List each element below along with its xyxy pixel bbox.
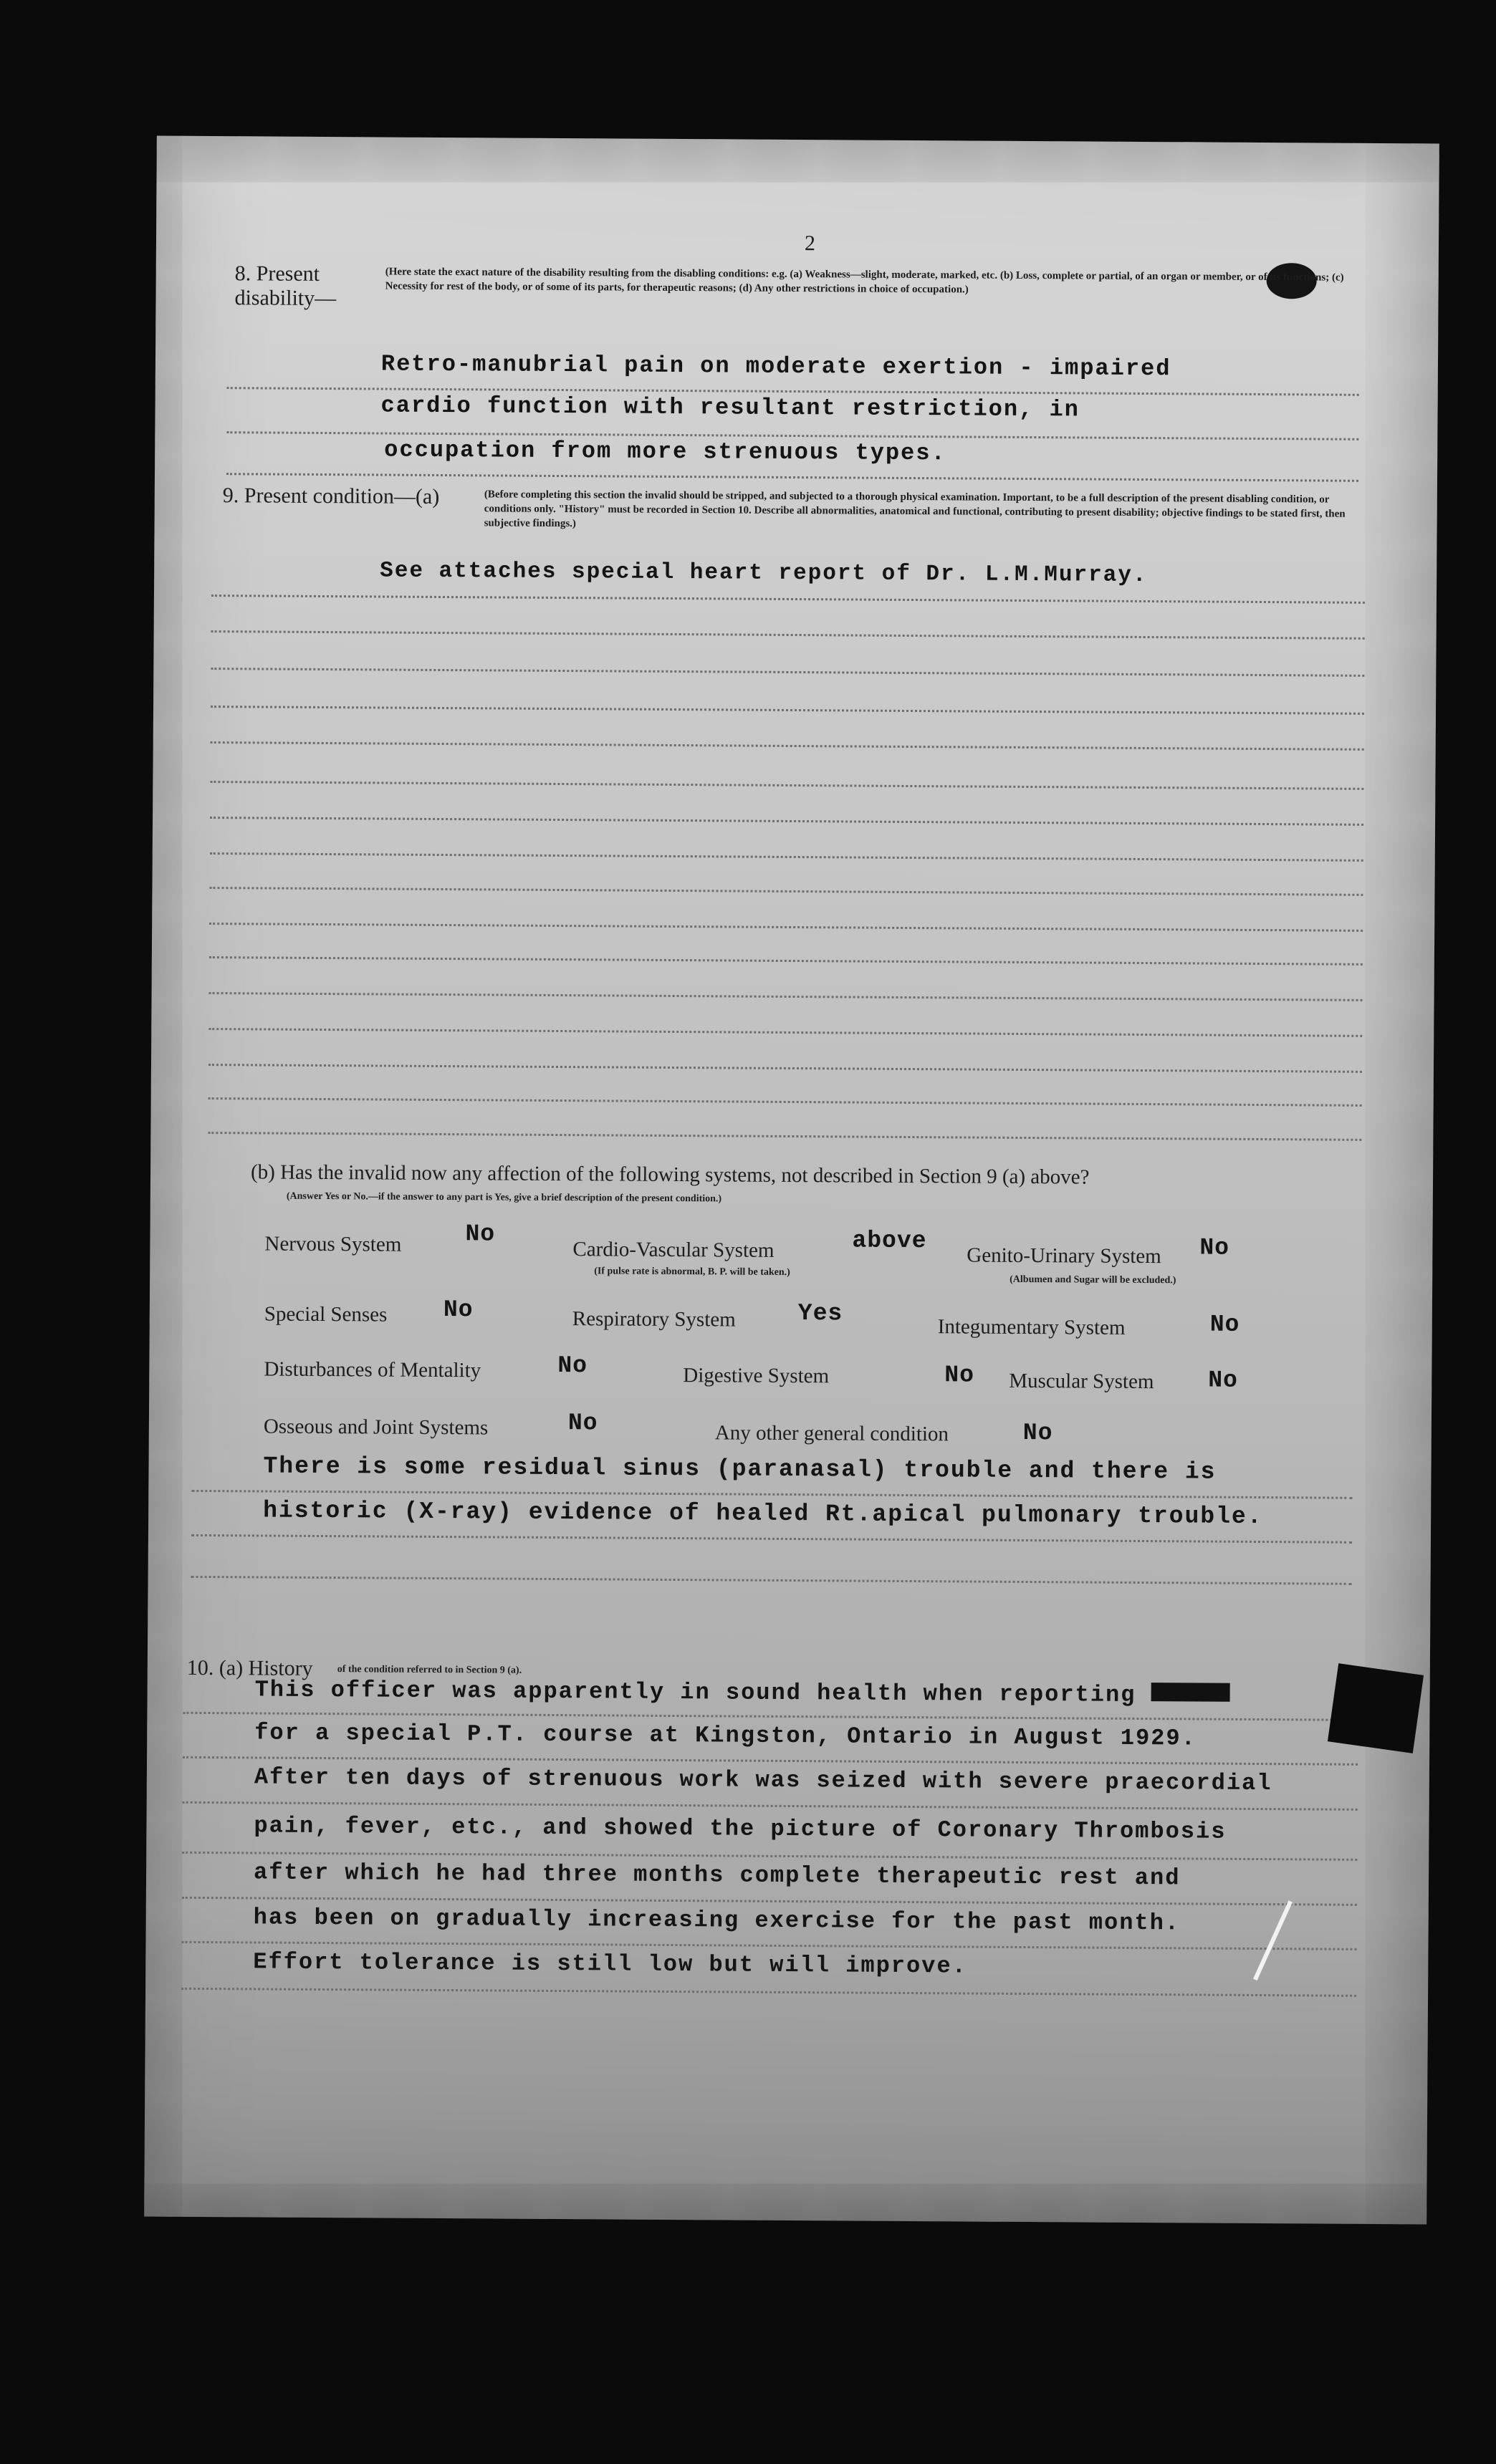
page-number: 2 — [804, 231, 816, 256]
special-senses-label: Special Senses — [264, 1302, 388, 1327]
dotted-rule — [209, 992, 1363, 1001]
dotted-rule — [208, 1132, 1361, 1141]
muscular-answer: No — [1208, 1367, 1239, 1394]
dotted-rule — [209, 923, 1363, 932]
digestive-answer: No — [944, 1362, 975, 1389]
film-scratch — [1253, 1900, 1293, 1981]
genito-urinary-answer: No — [1199, 1234, 1230, 1261]
osseous-label: Osseous and Joint Systems — [263, 1415, 489, 1440]
other-condition-label: Any other general condition — [714, 1421, 949, 1446]
dotted-rule — [211, 741, 1364, 751]
dotted-rule — [210, 852, 1363, 862]
section9-instructions: (Before completing this section the invalid should be stripped, and subjected to a thorough physical examination. Important, to be a full description of the present disabling condition, or conditions only. "History" must be recorded in Section 10. Describe all abnormalities, anatomical and functional, contributing to present disability; objective findings to be stated first, then subjective findings.) — [484, 489, 1346, 530]
remarks-line-1: There is some residual sinus (paranasal) trouble and there is — [263, 1453, 1217, 1486]
integumentary-label: Integumentary System — [937, 1315, 1126, 1339]
remarks-line-2: historic (X-ray) evidence of healed Rt.apical pulmonary trouble. — [263, 1497, 1263, 1531]
dotted-rule — [211, 595, 1365, 604]
dotted-rule — [226, 473, 1358, 482]
dotted-rule — [181, 1988, 1356, 1997]
section9-label: 9. Present condition—(a) — [222, 483, 440, 509]
respiratory-label: Respiratory System — [572, 1307, 736, 1332]
osseous-answer: No — [567, 1410, 598, 1437]
dotted-rule — [208, 1064, 1362, 1073]
section9b-note: (Answer Yes or No.—if the answer to any part is Yes, give a brief description of the present condition.) — [286, 1190, 722, 1205]
dotted-rule — [183, 1801, 1358, 1811]
section8-typed-line-1: Retro-manubrial pain on moderate exertion - impaired — [380, 350, 1171, 382]
dotted-rule — [208, 1028, 1362, 1037]
section10-label-note: of the condition referred to in Section 9 (a). — [337, 1664, 522, 1676]
genito-urinary-label: Genito-Urinary System — [967, 1243, 1161, 1269]
nervous-system-label: Nervous System — [264, 1232, 402, 1256]
history-line-7: Effort tolerance is still low but will improve. — [253, 1948, 967, 1980]
genito-urinary-note: (Albumen and Sugar will be excluded.) — [1010, 1274, 1176, 1286]
document-page — [144, 136, 1439, 2225]
other-condition-answer: No — [1022, 1419, 1053, 1447]
dotted-rule — [208, 1097, 1362, 1107]
digestive-label: Digestive System — [683, 1364, 830, 1388]
history-line-2: for a special P.T. course at Kingston, Ontario in August 1929. — [254, 1719, 1197, 1752]
mentality-label: Disturbances of Mentality — [264, 1357, 481, 1382]
cardio-vascular-label: Cardio-Vascular System — [572, 1238, 775, 1262]
history-line-4: pain, fever, etc., and showed the picture of Coronary Thrombosis — [254, 1812, 1227, 1845]
section10-label: 10. (a) History — [186, 1655, 313, 1680]
muscular-label: Muscular System — [1009, 1369, 1154, 1394]
integumentary-answer: No — [1209, 1311, 1240, 1338]
dotted-rule — [210, 817, 1363, 826]
dotted-rule — [191, 1576, 1352, 1585]
section8-instructions: (Here state the exact nature of the disability resulting from the disabling conditions: e.g. (a) Weakness—slight, moderate, marked, etc. (b) Loss, complete or partial, of an organ or member, or of its functions; (c) Necessity for rest of the body, or of some of its parts, for therapeutic reasons; (d) Any other restrictions in choice of occupation.) — [385, 266, 1344, 296]
history-line-1 — [255, 1676, 1230, 1708]
history-line-5: after which he had three months complete therapeutic rest and — [253, 1859, 1181, 1892]
history-line-1-text: This officer was apparently in sound health when reporting — [254, 1676, 1136, 1708]
section8-label: 8. Present disability— — [234, 261, 337, 311]
section9b-question: (b) Has the invalid now any affection of the following systems, not described in Section 9 (a) above? — [250, 1160, 1090, 1189]
cardio-vascular-note: (If pulse rate is abnormal, B. P. will be taken.) — [594, 1266, 790, 1278]
special-senses-answer: No — [443, 1296, 474, 1324]
torn-page-edge — [1328, 1663, 1424, 1753]
section8-typed-line-3: occupation from more strenuous types. — [384, 436, 946, 467]
redacted-strikeout — [1151, 1683, 1230, 1702]
dotted-rule — [191, 1534, 1352, 1544]
dotted-rule — [209, 887, 1363, 896]
cardio-vascular-answer: above — [852, 1227, 927, 1255]
section8-typed-line-2: cardio function with resultant restriction, in — [380, 392, 1080, 423]
dotted-rule — [211, 668, 1364, 677]
dotted-rule — [209, 956, 1363, 966]
history-line-3: After ten days of strenuous work was seized with severe praecordial — [254, 1763, 1272, 1797]
respiratory-answer: Yes — [797, 1300, 843, 1327]
history-line-6: has been on gradually increasing exercise for the past month. — [253, 1904, 1181, 1937]
dotted-rule — [211, 630, 1365, 640]
dotted-rule — [211, 706, 1364, 715]
dotted-rule — [210, 781, 1363, 790]
section9-typed-line: See attaches special heart report of Dr. L.M.Murray. — [380, 558, 1148, 589]
nervous-system-answer: No — [465, 1221, 496, 1248]
mentality-answer: No — [557, 1352, 588, 1380]
